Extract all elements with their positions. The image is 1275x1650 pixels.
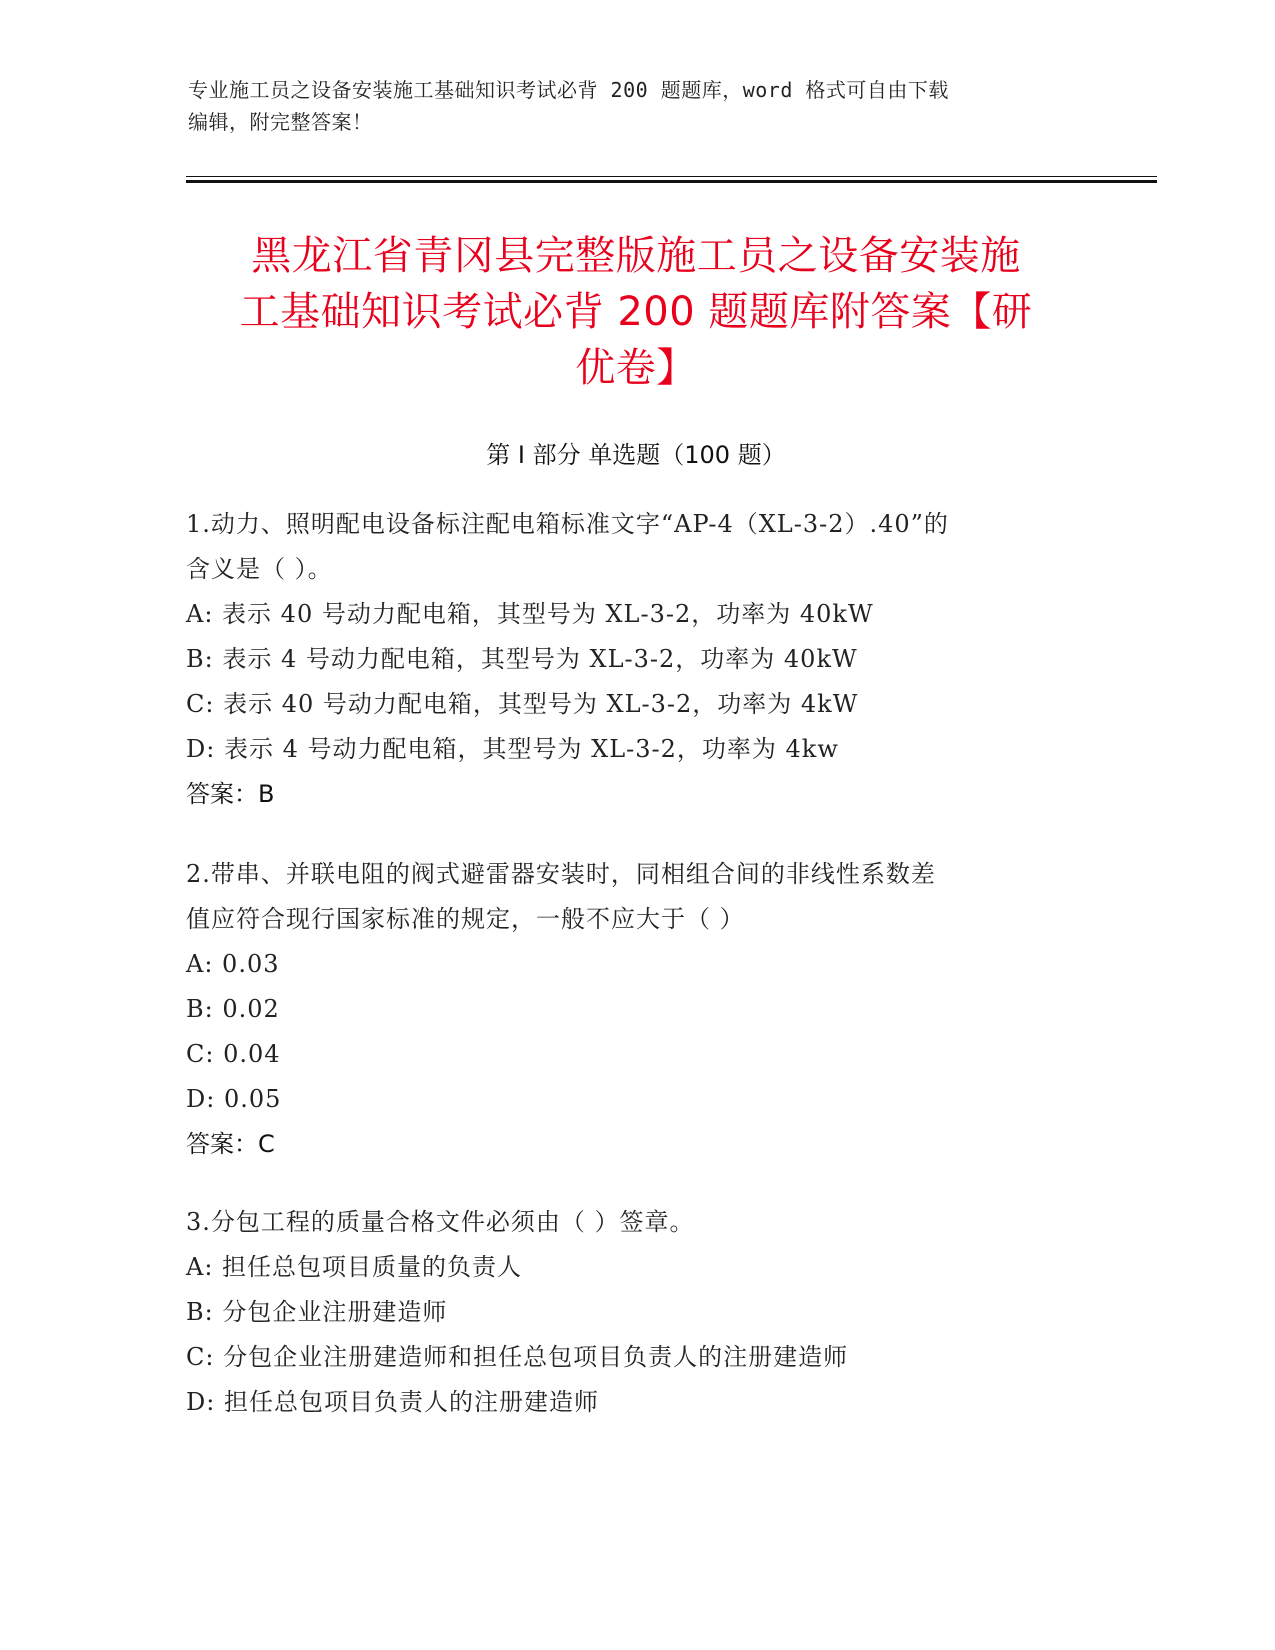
document-title-line-1: 黑龙江省青冈县完整版施工员之设备安装施	[251, 233, 1021, 279]
header-note-line-2: 编辑，附完整答案！	[188, 110, 373, 134]
question-2	[186, 852, 1066, 1167]
question-3-option-a: A: 担任总包项目质量的负责人	[186, 1253, 523, 1281]
question-2-option-b: B: 0.02	[186, 995, 280, 1023]
header-divider-thick	[186, 180, 1157, 183]
question-3-option-d: D: 担任总包项目负责人的注册建造师	[186, 1388, 599, 1416]
question-3-option-c: C: 分包企业注册建造师和担任总包项目负责人的注册建造师	[186, 1343, 849, 1371]
question-2-stem-line-1: 2.带串、并联电阻的阀式避雷器安装时，同相组合间的非线性系数差	[186, 860, 936, 888]
question-1-answer: 答案：B	[186, 780, 275, 808]
question-1-option-c: C: 表示 40 号动力配电箱，其型号为 XL-3-2，功率为 4kW	[186, 690, 859, 718]
question-2-option-c: C: 0.04	[186, 1040, 281, 1068]
header-divider-thin	[186, 176, 1157, 177]
question-1-option-a: A: 表示 40 号动力配电箱，其型号为 XL-3-2，功率为 40kW	[186, 600, 874, 628]
question-3	[186, 1200, 1066, 1425]
document-title	[186, 228, 1086, 396]
question-1-stem-line-1: 1.动力、照明配电设备标注配电箱标准文字“AP-4（XL-3-2）.40”的	[186, 510, 949, 538]
question-2-option-a: A: 0.03	[186, 950, 280, 978]
document-title-line-3: 优卷】	[575, 345, 697, 391]
question-2-stem-line-2: 值应符合现行国家标准的规定，一般不应大于（ ）	[186, 905, 745, 933]
question-1-stem-line-2: 含义是（ ）。	[186, 555, 333, 583]
section-heading: 第 I 部分 单选题（100 题）	[486, 441, 786, 469]
question-3-option-b: B: 分包企业注册建造师	[186, 1298, 448, 1326]
question-1-option-b: B: 表示 4 号动力配电箱，其型号为 XL-3-2，功率为 40kW	[186, 645, 858, 673]
question-1	[186, 502, 1066, 817]
question-2-answer: 答案：C	[186, 1130, 275, 1158]
question-2-option-d: D: 0.05	[186, 1085, 282, 1113]
header-note	[188, 74, 1088, 138]
header-note-line-1: 专业施工员之设备安装施工基础知识考试必背 200 题题库，word 格式可自由下载	[188, 78, 949, 102]
question-1-option-d: D: 表示 4 号动力配电箱，其型号为 XL-3-2，功率为 4kw	[186, 735, 839, 763]
question-3-stem-line-1: 3.分包工程的质量合格文件必须由（ ）签章。	[186, 1208, 695, 1236]
document-title-line-2: 工基础知识考试必背 200 题题库附答案【研	[239, 289, 1033, 335]
